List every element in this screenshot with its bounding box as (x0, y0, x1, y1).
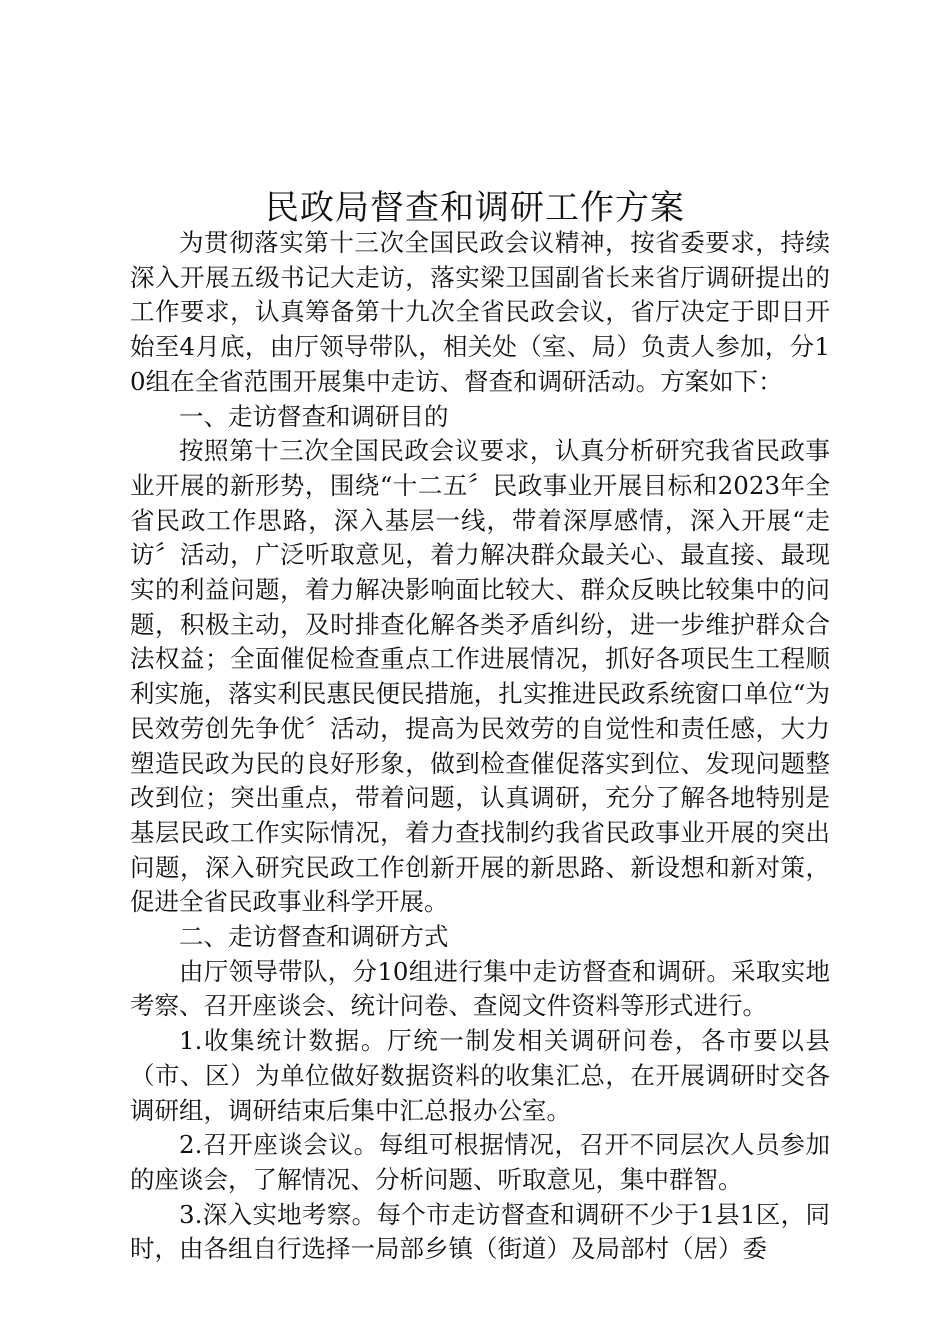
section-heading-method: 二、走访督查和调研方式 (179, 922, 449, 952)
purpose-paragraph: 按照第十三次全国民政会议要求，认真分析研究我省民政事业开展的新形势，围绕“十二五〞民政事业开展目标和2023年全省民政工作思路，深入基层一线，带着深厚感情，深入开展“走访〞活动，广泛听取意见，着力解决群众最关心、最直接、最现实的利益问题，着力解决影响面比较大、群众反映比较集中的问题，积极主动，及时排查化解各类矛盾纠纷，进一步维护群众合法权益；全面催促检查重点工作进展情况，抓好各项民生工程顺利实施，落实利民惠民便民措施，扎实推进民政系统窗口单位“为民效劳创先争优〞活动，提高为民效劳的自觉性和责任感，大力塑造民政为民的良好形象，做到检查催促落实到位、发现问题整改到位；突出重点，带着问题，认真调研，充分了解各地特别是基层民政工作实际情况，着力查找制约我省民政事业开展的突出问题，深入研究民政工作创新开展的新思路、新设想和新对策，促进全省民政事业科学开展。 (130, 436, 830, 917)
document-body (130, 226, 830, 1267)
method-paragraph: 由厅领导带队，分10组进行集中走访督查和调研。采取实地考察、召开座谈会、统计问卷、查阅文件资料等形式进行。 (130, 956, 830, 1021)
document-title: 民政局督查和调研工作方案 (265, 188, 685, 228)
section-heading-purpose: 一、走访督查和调研目的 (179, 401, 449, 431)
method-item-1: 1.收集统计数据。厅统一制发相关调研问卷，各市要以县（市、区）为单位做好数据资料的收集汇总，在开展调研时交各调研组，调研结束后集中汇总报办公室。 (130, 1026, 830, 1125)
intro-paragraph: 为贯彻落实第十三次全国民政会议精神，按省委要求，持续深入开展五级书记大走访，落实梁卫国副省长来省厅调研提出的工作要求，认真筹备第十九次全省民政会议，省厅决定于即日开始至4月底，由厅领导带队，相关处（室、局）负责人参加，分10组在全省范围开展集中走访、督查和调研活动。方案如下： (130, 228, 830, 396)
method-item-3: 3.深入实地考察。每个市走访督查和调研不少于1县1区，同时，由各组自行选择一局部乡镇（街道）及局部村（居）委 (130, 1199, 830, 1264)
method-item-2: 2.召开座谈会议。每组可根据情况，召开不同层次人员参加的座谈会，了解情况、分析问题、听取意见，集中群智。 (130, 1130, 830, 1194)
